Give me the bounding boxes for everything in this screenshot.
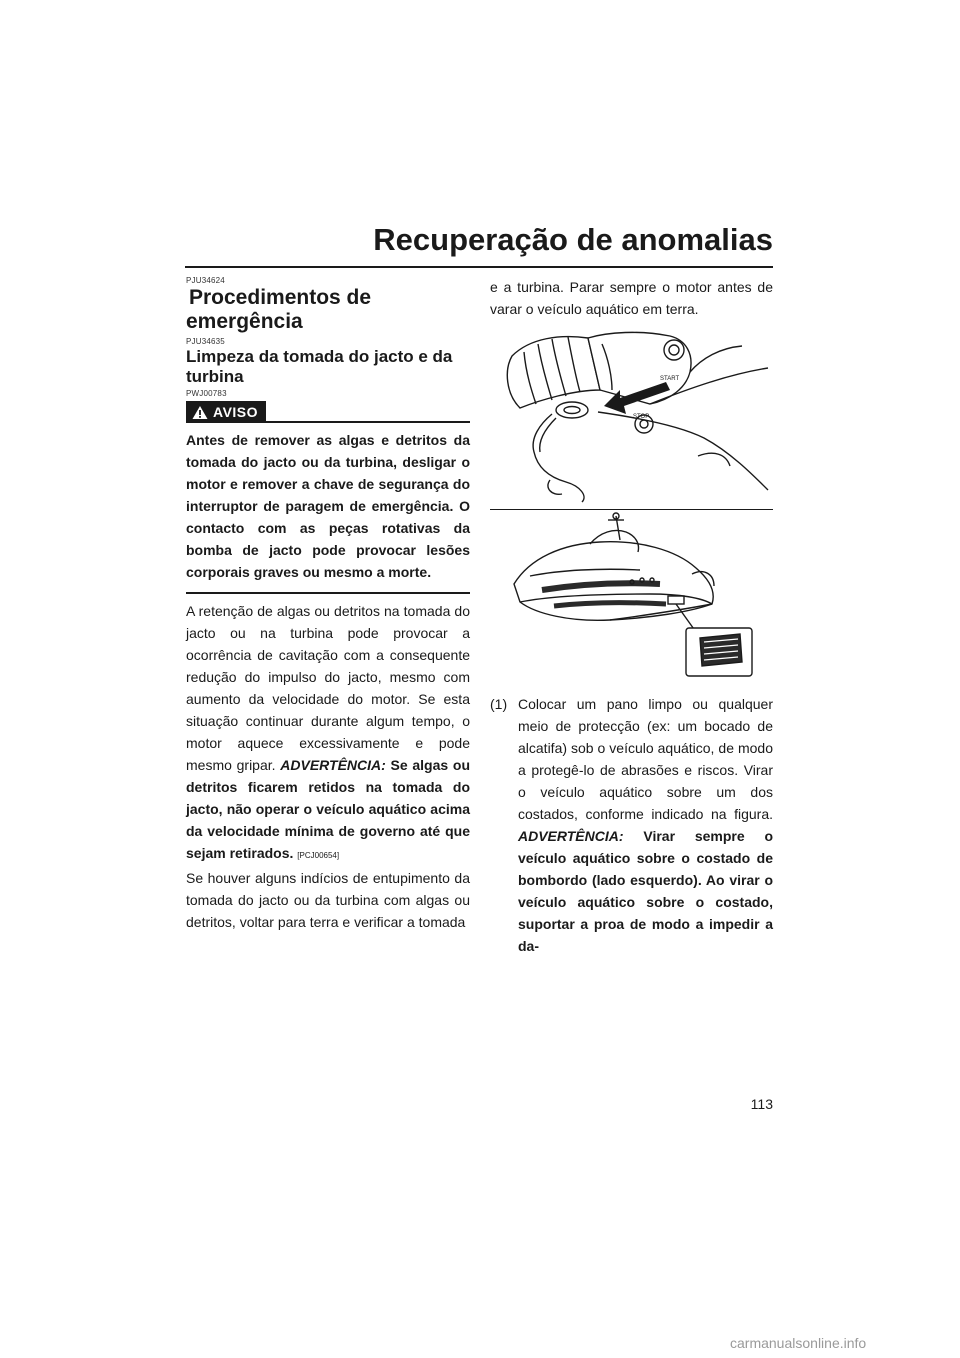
warning-label: AVISO bbox=[213, 404, 259, 420]
warning-header bbox=[186, 401, 470, 423]
warning-text: Antes de remover as algas e detritos da tomada do jacto ou da turbina, desligar o motor e remover a chave de segurança do interruptor de paragem de emergência. O contacto com as peças rotativas da bomba de jacto pode provocar lesões corporais graves ou mesmo a morte. bbox=[186, 432, 470, 580]
warning-code: PWJ00783 bbox=[186, 389, 227, 398]
warning-end-rule bbox=[186, 592, 470, 594]
section-heading: Procedimentos de emergência bbox=[186, 286, 372, 333]
step-1-bold: Virar sempre o veículo aquático sobre o costado de bombordo (lado esquerdo). Ao virar o veículo aquático sobre o costado, suportar a proa de modo a impedir a da- bbox=[518, 828, 774, 954]
fig-label-start: START bbox=[660, 376, 680, 382]
left-column bbox=[186, 276, 470, 933]
para1-advert: ADVERTÊNCIA: bbox=[280, 757, 386, 773]
page-title: Recuperação de anomalias bbox=[373, 222, 773, 257]
para1-text: A retenção de algas ou detritos na tomada do jacto ou na turbina pode provocar a ocorrência de cavitação com a consequente redução do impulso do jacto, mesmo com aumento da velocidade do motor. Se esta situação continuar durante algum tempo, o motor aquece excessivamente e pode mesmo gripar. bbox=[186, 603, 470, 773]
page-number: 113 bbox=[750, 1096, 773, 1112]
step-1-text bbox=[518, 693, 773, 957]
step-1 bbox=[490, 693, 773, 957]
right-column bbox=[490, 276, 773, 957]
fig-label-stop: STOP bbox=[633, 414, 650, 420]
step-1-advert: ADVERTÊNCIA: bbox=[518, 828, 624, 844]
warning-badge bbox=[186, 401, 266, 423]
handlebar-illustration bbox=[490, 328, 773, 504]
body-paragraph-cont: e a turbina. Parar sempre o motor antes de varar o veículo aquático em terra. bbox=[490, 279, 773, 317]
para1-ref: [PCJ00654] bbox=[297, 851, 340, 860]
subsection-code: PJU34635 bbox=[186, 337, 225, 346]
section-code: PJU34624 bbox=[186, 276, 225, 285]
step-1-number: (1) bbox=[490, 696, 508, 712]
figure-handlebar bbox=[490, 328, 773, 509]
step-1-normal: Colocar um pano limpo ou qualquer meio de protecção (ex: um bocado de alcatifa) sob o veículo aquático, de modo a protegê-lo de abrasões e riscos. Virar o veículo aquático sobre um dos costados, conforme indicado na figura. bbox=[518, 696, 773, 822]
para1-bold: Se algas ou detritos ficarem retidos na tomada do jacto, não operar o veículo aquático acima da velocidade mínima de governo até que sejam retirados. bbox=[186, 757, 471, 861]
watercraft-illustration bbox=[490, 510, 773, 682]
subsection-heading: Limpeza da tomada do jacto e da turbina bbox=[186, 347, 453, 386]
header-rule bbox=[185, 266, 773, 268]
figure-watercraft bbox=[490, 510, 773, 687]
watermark: carmanualsonline.info bbox=[730, 1335, 867, 1351]
step-1-body bbox=[518, 693, 773, 957]
warning-triangle-icon bbox=[192, 405, 208, 420]
body-paragraph-2: Se houver alguns indícios de entupimento da tomada do jacto ou da turbina com algas ou detritos, voltar para terra e verificar a tomada bbox=[186, 870, 470, 930]
body-paragraph-1 bbox=[186, 600, 470, 867]
warning-rule bbox=[266, 421, 470, 423]
